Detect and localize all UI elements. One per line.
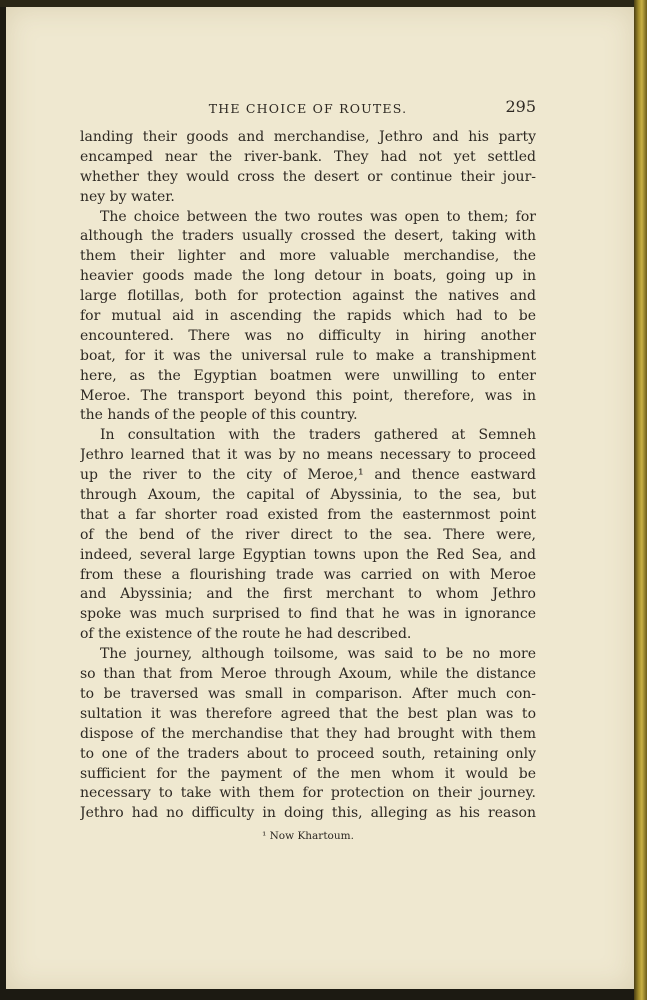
text-line: for mutual aid in ascending the rapids which had to be [80, 308, 536, 325]
text-line: the hands of the people of this country. [80, 407, 358, 424]
text-line: Meroe. The transport beyond this point, therefore, was in [80, 387, 536, 404]
text-line: ney by water. [80, 188, 175, 205]
text-line: although the traders usually crossed the desert, taking with [80, 228, 536, 245]
text-line: spoke was much surprised to find that he was in ignorance [80, 606, 536, 623]
text-line: to one of the traders about to proceed south, retaining only [80, 745, 536, 762]
running-title: THE CHOICE OF ROUTES. [208, 101, 408, 116]
body-text [80, 128, 536, 824]
text-line: them their lighter and more valuable merchandise, the [80, 248, 536, 265]
text-line: that a far shorter road existed from the easternmost point [80, 506, 536, 523]
text-line: The choice between the two routes was open to them; for [100, 208, 536, 225]
text-line: of the existence of the route he had described. [80, 626, 412, 643]
text-line: heavier goods made the long detour in boats, going up in [80, 268, 536, 285]
text-line: large flotillas, both for protection against the natives and [80, 288, 536, 305]
text-line: sultation it was therefore agreed that the best plan was to [80, 705, 536, 722]
text-line: dispose of the merchandise that they had brought with them [80, 725, 536, 742]
page-header [80, 97, 536, 119]
text-line: indeed, several large Egyptian towns upon the Red Sea, and [80, 546, 536, 563]
text-line: Jethro learned that it was by no means necessary to proceed [80, 447, 536, 464]
text-line: and Abyssinia; and the first merchant to whom Jethro [80, 586, 536, 603]
page-number: 295 [505, 97, 536, 116]
book-spine-edge [634, 0, 647, 1000]
text-line: encamped near the river-bank. They had not yet settled [80, 148, 536, 165]
text-line: necessary to take with them for protection on their journey. [80, 785, 536, 802]
text-line: to be traversed was small in comparison. After much con- [80, 685, 536, 702]
text-line: encountered. There was no difficulty in hiring another [80, 327, 536, 344]
text-line: of the bend of the river direct to the sea. There were, [80, 526, 536, 543]
footnote: ¹ Now Khartoum. [262, 830, 354, 842]
text-line: up the river to the city of Meroe,¹ and thence eastward [80, 467, 536, 484]
text-line: landing their goods and merchandise, Jethro and his party [80, 129, 536, 145]
text-line: In consultation with the traders gathered at Semneh [100, 427, 536, 444]
text-line: Jethro had no difficulty in doing this, alleging as his reason [80, 805, 536, 822]
text-line: so than that from Meroe through Axoum, while the distance [80, 666, 536, 683]
text-line: sufficient for the payment of the men whom it would be [80, 765, 536, 782]
text-line: whether they would cross the desert or continue their jour- [80, 168, 536, 185]
scan-top-edge [0, 0, 647, 7]
text-line: here, as the Egyptian boatmen were unwilling to enter [80, 367, 536, 384]
text-line: from these a flourishing trade was carried on with Meroe [80, 566, 536, 583]
text-line: The journey, although toilsome, was said to be no more [100, 646, 536, 663]
text-line: through Axoum, the capital of Abyssinia, to the sea, but [80, 487, 536, 504]
text-line: boat, for it was the universal rule to make a transhipment [80, 347, 536, 364]
